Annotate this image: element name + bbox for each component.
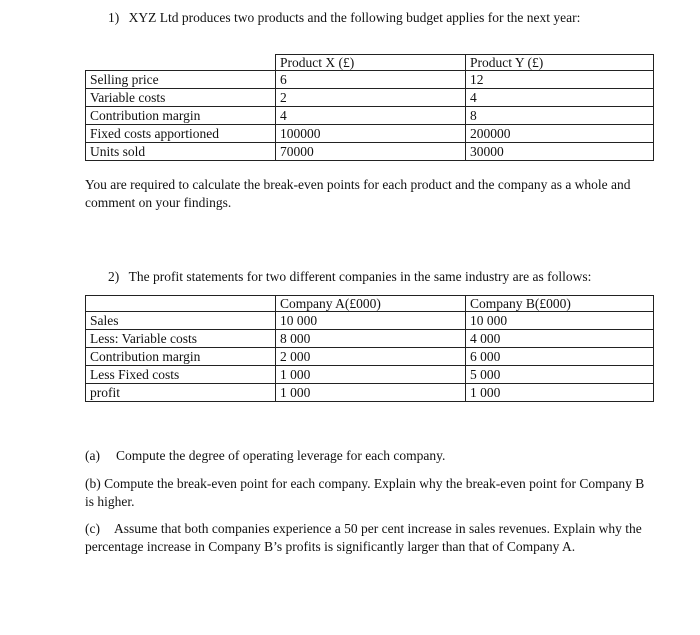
company-a-value: 2 000 [276, 348, 466, 366]
table-header-row [86, 55, 654, 71]
question-1-number: 1) [108, 10, 120, 25]
row-label: Variable costs [86, 89, 276, 107]
company-a-value: 1 000 [276, 366, 466, 384]
row-label: Less Fixed costs [86, 366, 276, 384]
table-row [86, 384, 654, 402]
product-y-value: 12 [466, 71, 654, 89]
table-corner [86, 296, 276, 312]
company-b-value: 1 000 [466, 384, 654, 402]
row-label: Fixed costs apportioned [86, 125, 276, 143]
column-header-company-b: Company B(£000) [466, 296, 654, 312]
table-row [86, 348, 654, 366]
question-2-heading [108, 268, 591, 286]
part-c [85, 520, 660, 555]
row-label: Contribution margin [86, 107, 276, 125]
product-y-value: 4 [466, 89, 654, 107]
table-row [86, 330, 654, 348]
question-2-number: 2) [108, 269, 120, 284]
row-label: Less: Variable costs [86, 330, 276, 348]
product-y-value: 8 [466, 107, 654, 125]
product-y-value: 200000 [466, 125, 654, 143]
question-1-intro: XYZ Ltd produces two products and the following budget applies for the next year: [128, 10, 581, 25]
table-row [86, 107, 654, 125]
company-a-value: 1 000 [276, 384, 466, 402]
column-header-product-x: Product X (£) [276, 55, 466, 71]
product-x-value: 2 [276, 89, 466, 107]
company-b-value: 4 000 [466, 330, 654, 348]
table-row [86, 312, 654, 330]
company-b-value: 10 000 [466, 312, 654, 330]
profit-statement-table [85, 295, 654, 402]
product-x-value: 100000 [276, 125, 466, 143]
product-x-value: 70000 [276, 143, 466, 161]
question-1-instruction: You are required to calculate the break-even points for each product and the company as a whole and comment on your findings. [85, 177, 631, 210]
column-header-company-a: Company A(£000) [276, 296, 466, 312]
table-header-row [86, 296, 654, 312]
row-label: Sales [86, 312, 276, 330]
product-x-value: 4 [276, 107, 466, 125]
row-label: Units sold [86, 143, 276, 161]
product-x-value: 6 [276, 71, 466, 89]
table-row [86, 143, 654, 161]
row-label: Contribution margin [86, 348, 276, 366]
row-label: profit [86, 384, 276, 402]
question-1-heading [108, 9, 580, 27]
part-c-text: Assume that both companies experience a 50 per cent increase in sales revenues. Explain why the percentage increase in Company B’s profits is significantly larger than that of Company A. [85, 521, 642, 554]
company-a-value: 8 000 [276, 330, 466, 348]
product-y-value: 30000 [466, 143, 654, 161]
table-row [86, 125, 654, 143]
question-2-intro: The profit statements for two different companies in the same industry are as follows: [128, 269, 592, 284]
part-c-tag: (c) [85, 521, 100, 536]
part-a-tag: (a) [85, 448, 100, 463]
table-corner [86, 55, 276, 71]
table-row [86, 366, 654, 384]
table-row [86, 89, 654, 107]
company-b-value: 6 000 [466, 348, 654, 366]
part-a [85, 447, 660, 465]
part-b [85, 475, 645, 510]
table-row [86, 71, 654, 89]
product-budget-table [85, 54, 654, 161]
company-b-value: 5 000 [466, 366, 654, 384]
part-b-text: Compute the break-even point for each company. Explain why the break-even point for Company B is higher. [85, 476, 645, 509]
column-header-product-y: Product Y (£) [466, 55, 654, 71]
row-label: Selling price [86, 71, 276, 89]
company-a-value: 10 000 [276, 312, 466, 330]
part-b-tag: (b) [85, 476, 101, 491]
part-a-text: Compute the degree of operating leverage for each company. [115, 448, 446, 463]
